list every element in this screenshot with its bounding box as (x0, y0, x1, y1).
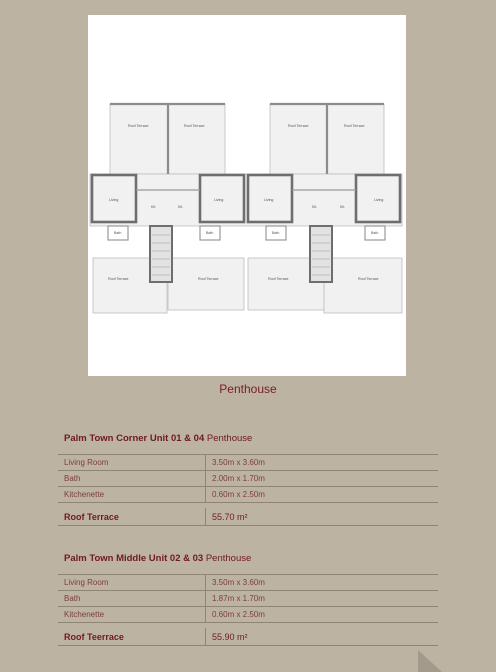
row-label: Living Room (64, 578, 109, 587)
table-row (58, 487, 438, 503)
row-label: Kitchenette (64, 490, 105, 499)
table-title-text: Palm Town Middle Unit 02 & 03 (64, 553, 204, 564)
column-divider (205, 591, 206, 606)
plan-caption: Penthouse (219, 382, 277, 396)
column-divider (205, 455, 206, 470)
kitchen-label: Kit. (312, 205, 318, 209)
bath-label: Bath (206, 231, 214, 235)
roof-terrace-label: Roof Terrace (198, 277, 219, 281)
kitchen-label: Kit. (340, 205, 346, 209)
row-value: 0.60m x 2.50m (212, 490, 265, 499)
total-value: 55.70 m² (212, 512, 248, 522)
table-row (58, 454, 438, 471)
bath-label: Bath (272, 231, 280, 235)
column-divider (205, 607, 206, 622)
table-title-suffix: Penthouse (205, 553, 252, 564)
table-row (58, 574, 438, 591)
column-divider (205, 628, 206, 645)
living-label: Living (374, 198, 384, 202)
roof-terrace-label: Roof Terrace (344, 124, 365, 128)
roof-terrace-label: Roof Terrace (288, 124, 309, 128)
column-divider (205, 575, 206, 590)
column-divider (205, 508, 206, 525)
roof-terrace-label: Roof Terrace (128, 124, 149, 128)
roof-terrace-label: Roof Terrace (358, 277, 379, 281)
living-label: Living (214, 198, 224, 202)
total-row (58, 628, 438, 646)
table-title-suffix: Penthouse (206, 433, 253, 444)
floor-plan (88, 15, 406, 376)
living-label: Living (109, 198, 119, 202)
row-label: Living Room (64, 458, 109, 467)
bath-label: Bath (371, 231, 379, 235)
table-row (58, 607, 438, 623)
kitchen-label: Kit. (151, 205, 157, 209)
roof-terrace-label: Roof Terrace (108, 277, 129, 281)
living-label: Living (264, 198, 274, 202)
corner-decoration (418, 650, 442, 672)
row-value: 3.50m x 3.60m (212, 578, 265, 587)
floor-plan-drawing (88, 15, 406, 376)
row-value: 3.50m x 3.60m (212, 458, 265, 467)
row-label: Bath (64, 594, 81, 603)
table-title (64, 553, 438, 567)
unit-spec-table-corner (58, 433, 438, 526)
total-value: 55.90 m² (212, 632, 248, 642)
row-value: 0.60m x 2.50m (212, 610, 265, 619)
table-title (64, 433, 438, 447)
column-divider (205, 471, 206, 486)
table-row (58, 471, 438, 487)
total-label: Roof Teerrace (64, 632, 124, 642)
table-row (58, 591, 438, 607)
row-value: 1.87m x 1.70m (212, 594, 265, 603)
table-title-text: Palm Town Corner Unit 01 & 04 (64, 433, 205, 444)
row-label: Bath (64, 474, 81, 483)
row-value: 2.00m x 1.70m (212, 474, 265, 483)
column-divider (205, 487, 206, 502)
unit-spec-table-middle (58, 553, 438, 646)
total-row (58, 508, 438, 526)
row-label: Kitchenette (64, 610, 105, 619)
total-label: Roof Terrace (64, 512, 119, 522)
roof-terrace-label: Roof Terrace (268, 277, 289, 281)
kitchen-label: Kit. (178, 205, 184, 209)
bath-label: Bath (114, 231, 122, 235)
roof-terrace-label: Roof Terrace (184, 124, 205, 128)
